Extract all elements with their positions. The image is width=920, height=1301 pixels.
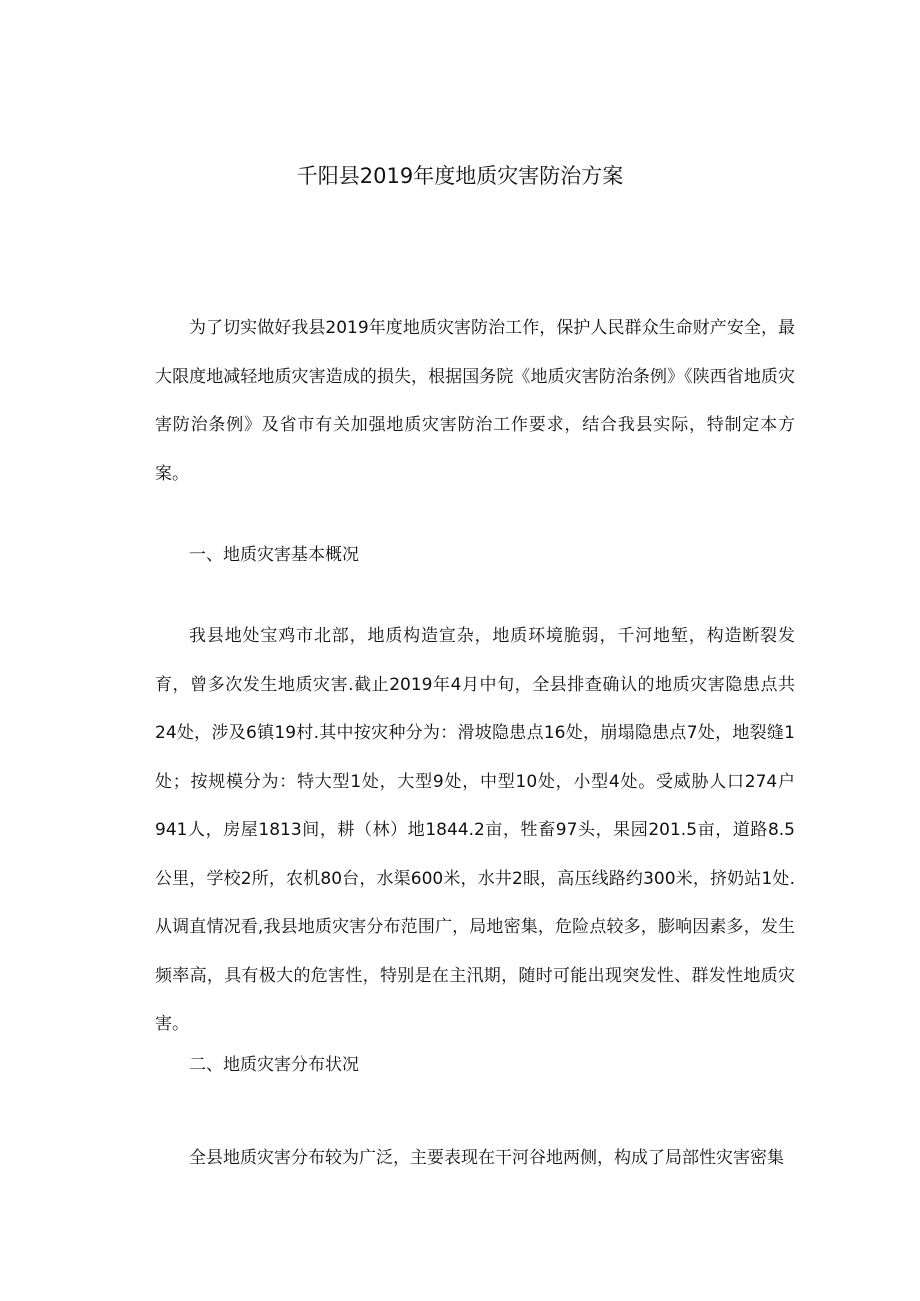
section-1-paragraph: 我县地处宝鸡市北部，地质构造宣杂，地质环境脆弱，千河地堑，构造断裂发育，曾多次发生地质灾害.截止2019年4月中旬，全县排查确认的地质灾害隐患点共24处，涉及6镇19村.其中按灾种分为：滑坡隐患点16处，崩塌隐患点7处，地裂缝1处；按规模分为：特大型1处，大型9处，中型10处，小型4处。受威胁人口274户941人，房屋1813间，耕（林）地1844.2亩，牲畜97头，果园201.5亩，道路8.5公里，学校2所，农机80台，水渠600米，水井2眼，高压线路约300米，挤奶站1处.从调直情况看,我县地质灾害分布范围广，局地密集，危险点较多，膨响因素多，发生频率高，具有极大的危害性，特别是在主汛期，随时可能出现突发性、群发性地质灾害。 — [155, 626, 795, 1034]
section-2-heading: 二、地质灾害分布状况 — [189, 1055, 359, 1075]
section-2-paragraph: 全县地质灾害分布较为广泛，主要表现在干河谷地两侧，构成了局部性灾害密集 — [189, 1148, 784, 1168]
intro-paragraph: 为了切实做好我县2019年度地质灾害防治工作，保护人民群众生命财产安全，最大限度地减轻地质灾害造成的损失，根据国务院《地质灾害防治条例》《陕西省地质灾害防治条例》及省市有关加强地质灾害防治工作要求，结合我县实际，特制定本方案。 — [155, 318, 795, 484]
document-title: 千阳县2019年度地质灾害防治方案 — [296, 164, 624, 188]
section-1-heading: 一、地质灾害基本概况 — [189, 545, 359, 565]
